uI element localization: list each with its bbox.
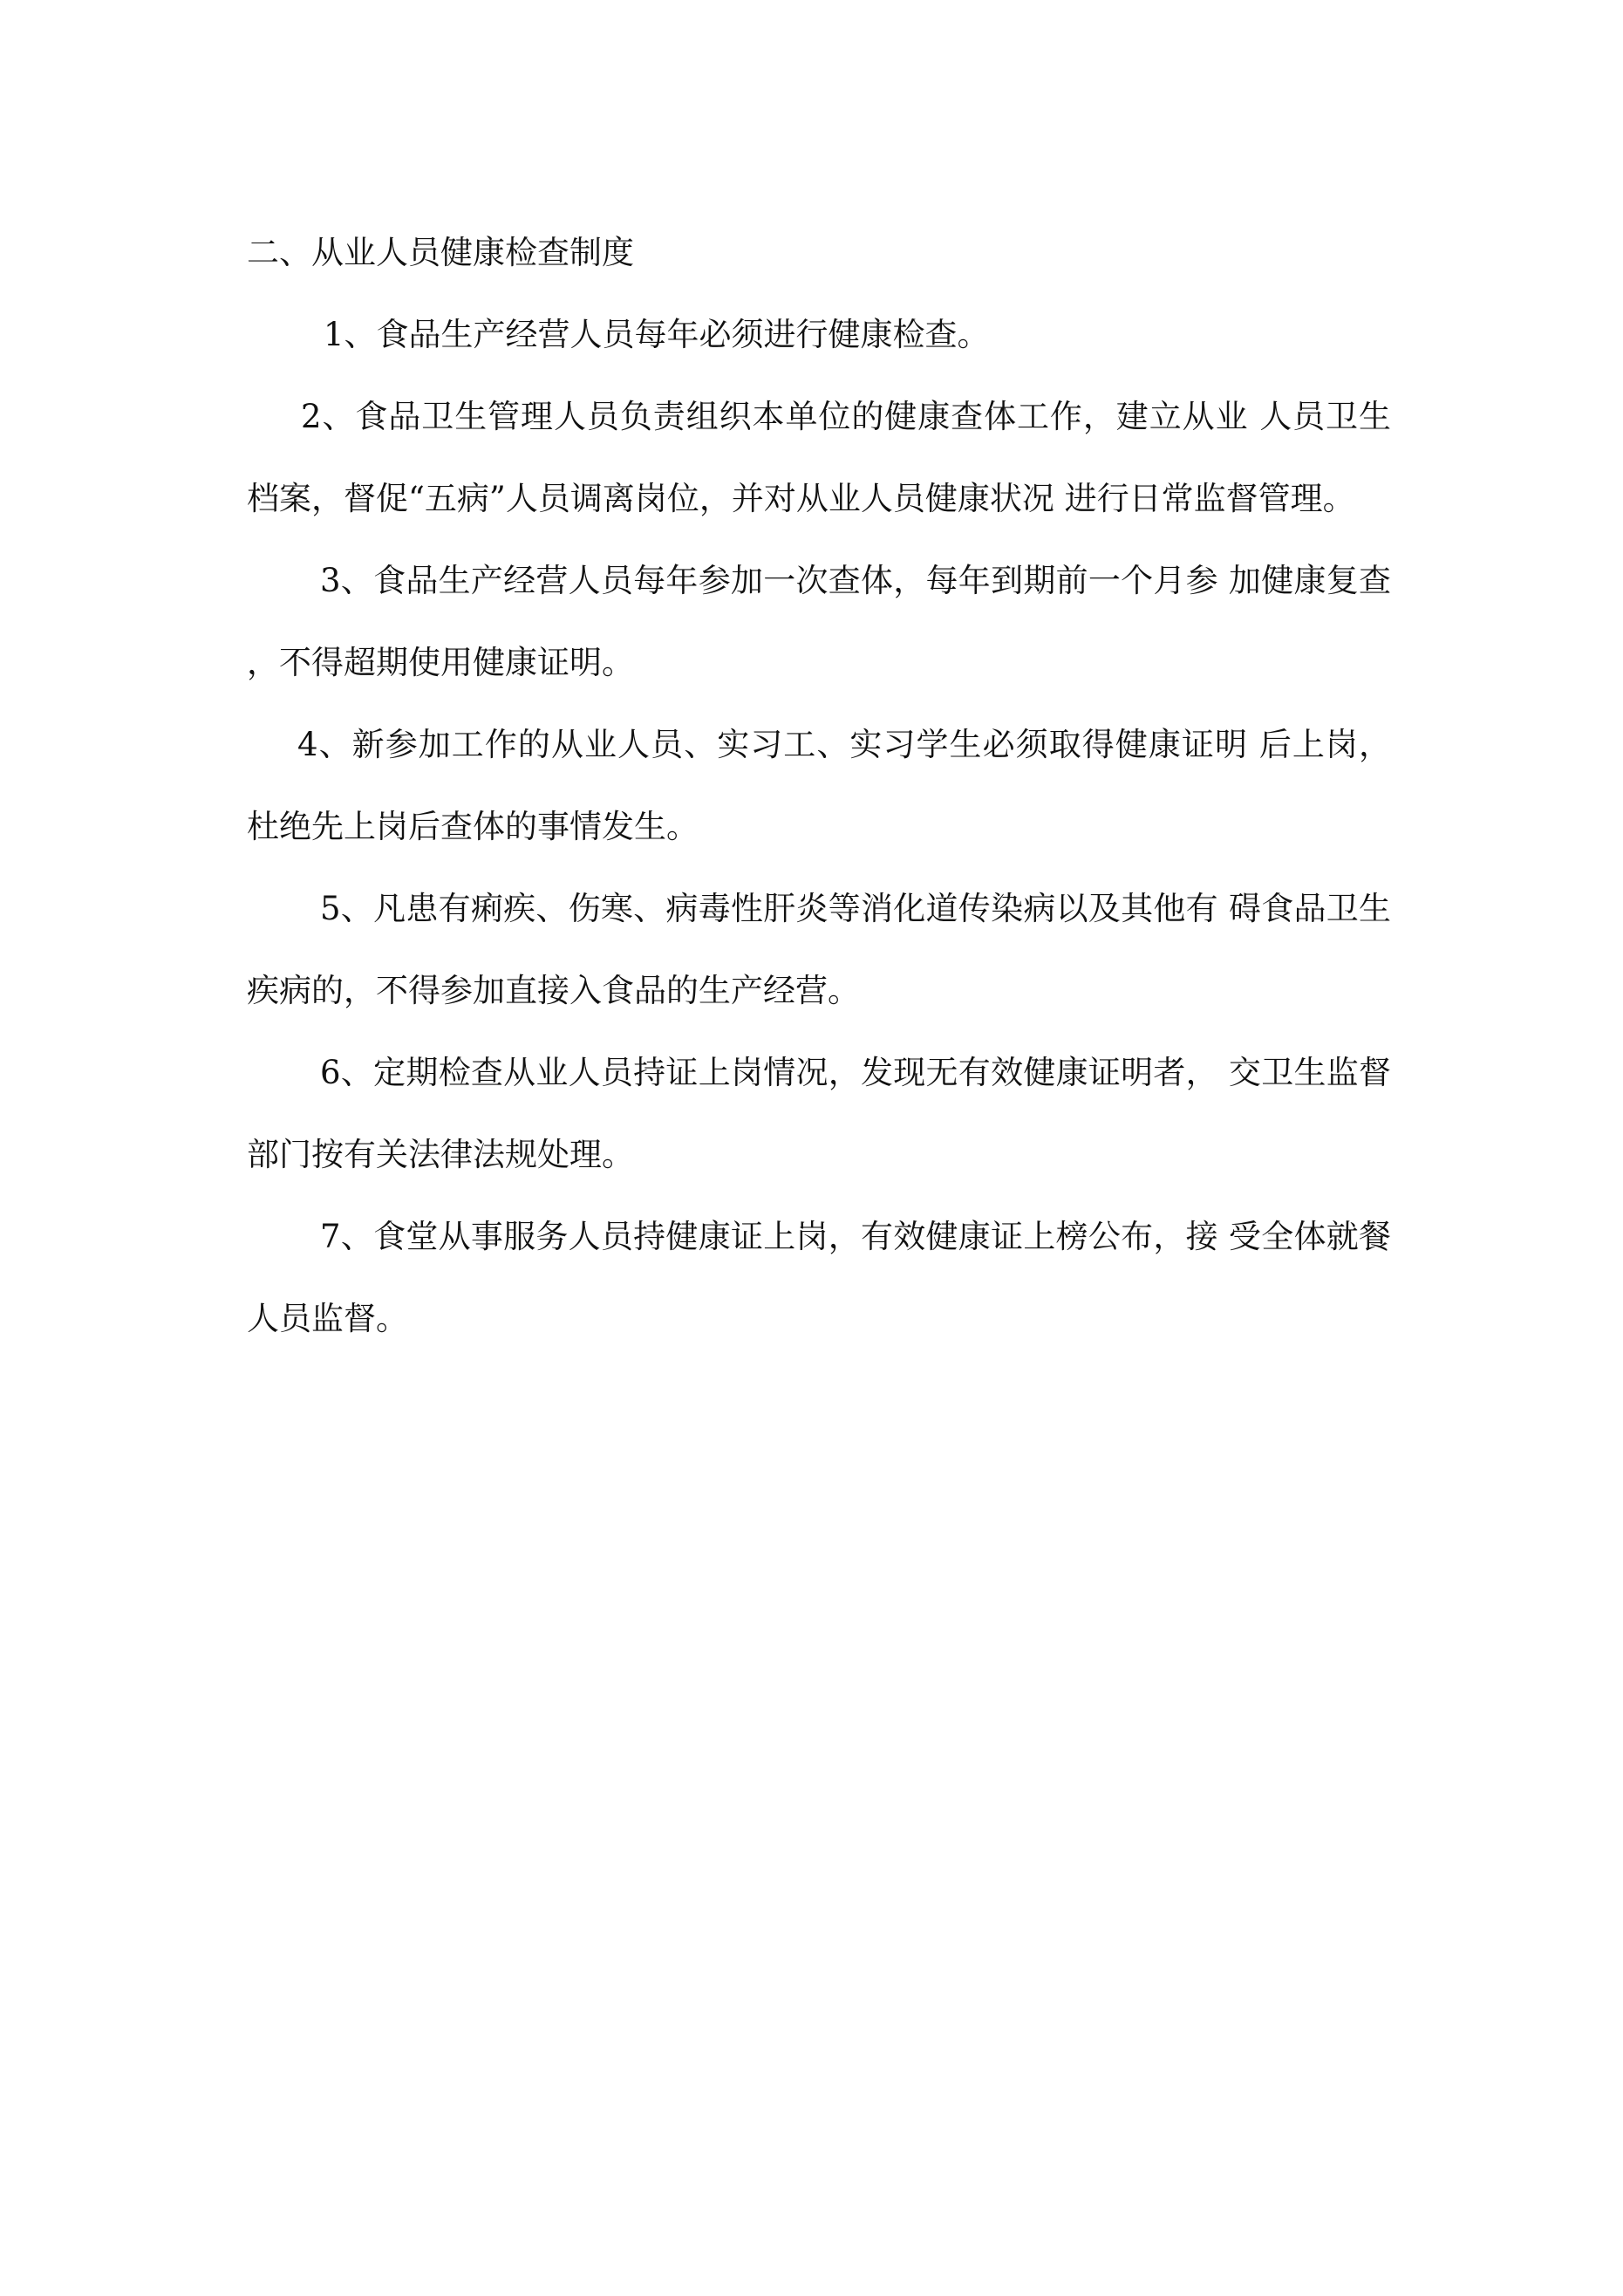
- paragraph-1: 1、食品生产经营人员每年必须进行健康检查。: [324, 316, 990, 353]
- paragraph-3: 3、食品生产经营人员每年参加一次查体，每年到期前一个月参 加健康复查，不得超期使用健康证明。: [247, 562, 1391, 681]
- paragraph-6: 6、定期检查从业人员持证上岗情况，发现无有效健康证明者， 交卫生监督部门按有关法律法规处理。: [247, 1054, 1391, 1173]
- document-title: 二、从业人员健康检查制度: [247, 234, 634, 271]
- paragraph-7: 7、食堂从事服务人员持健康证上岗，有效健康证上榜公布，接 受全体就餐人员监督。: [247, 1218, 1391, 1337]
- paragraph-2: 2、食品卫生管理人员负责组织本单位的健康查体工作，建立从业 人员卫生档案，督促“五病”人员调离岗位，并对从业人员健康状况 进行日常监督管理。: [247, 398, 1391, 517]
- paragraph-5: 5、凡患有痢疾、伤寒、病毒性肝炎等消化道传染病以及其他有 碍食品卫生疾病的，不得参加直接入食品的生产经营。: [247, 890, 1391, 1009]
- document-body: [247, 212, 1391, 1360]
- paragraph-4: 4、新参加工作的从业人员、实习工、实习学生必须取得健康证明 后上岗，杜绝先上岗后查体的事情发生。: [247, 726, 1391, 845]
